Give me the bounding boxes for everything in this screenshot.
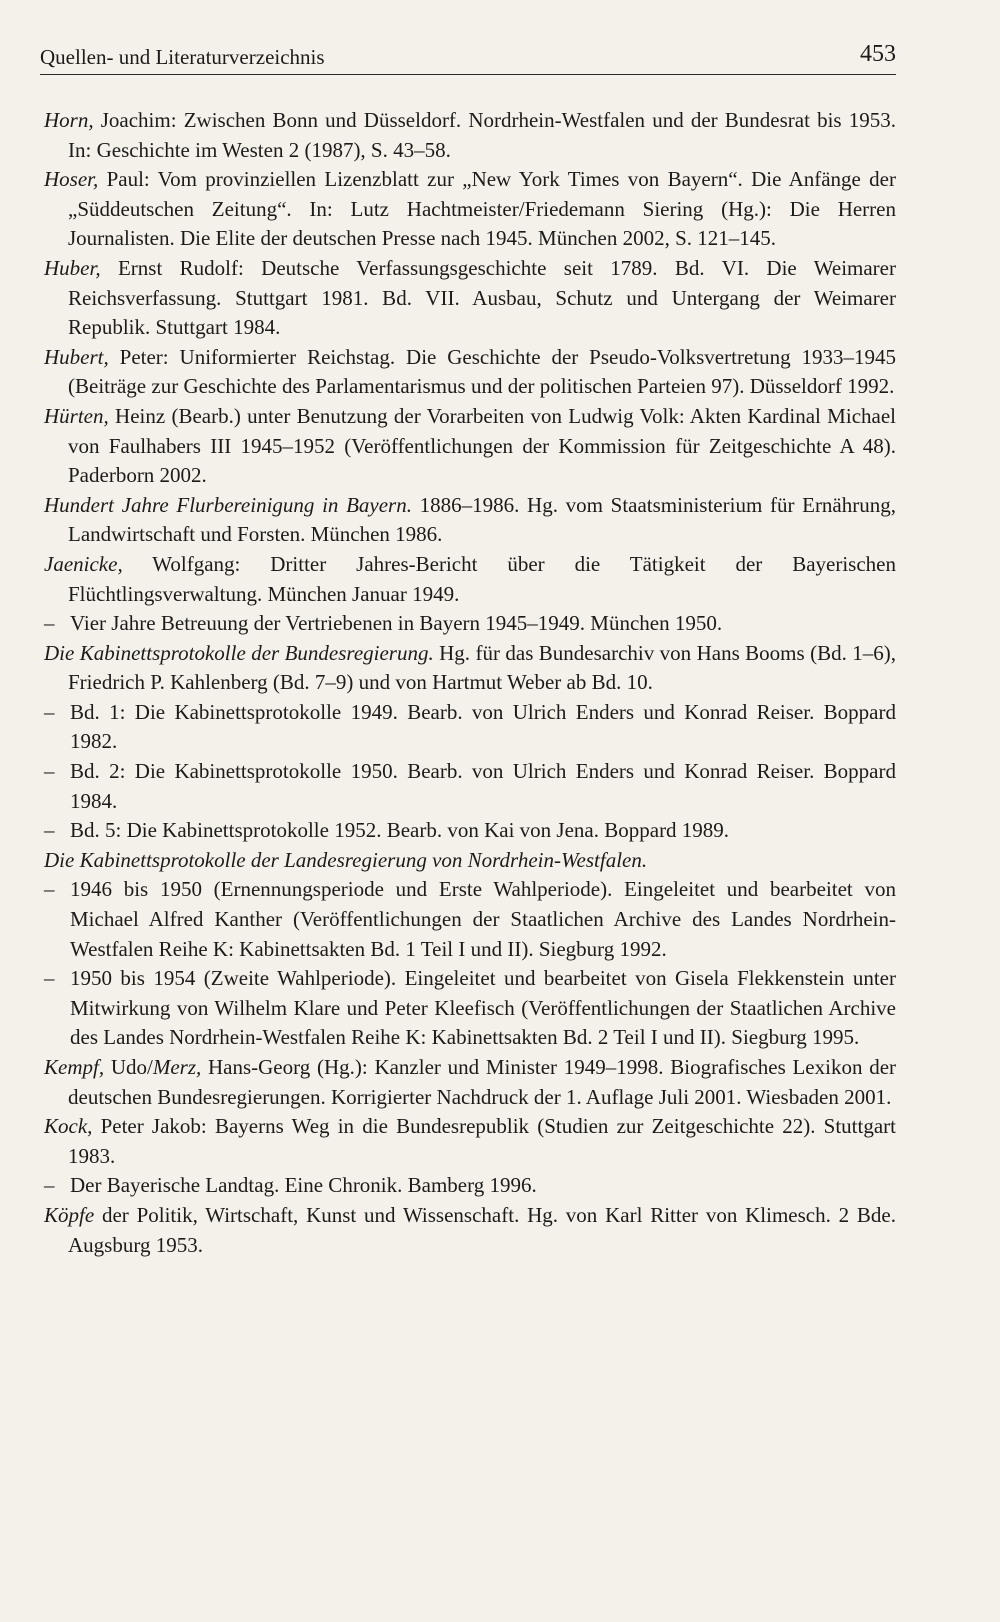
entry-text: 1886–1986. Hg. vom Staatsministerium für Ernährung, Landwirtschaft und Forsten. München 1986. <box>68 492 896 547</box>
bib-entry-huber <box>44 254 896 343</box>
bib-entry-hundert-jahre <box>44 491 896 550</box>
entry-text: Bd. 1: Die Kabinettsprotokolle 1949. Bearb. von Ulrich Enders und Konrad Reiser. Boppard 1982. <box>70 699 896 754</box>
bib-entry-kabinettsprotokolle-nrw <box>44 846 896 876</box>
entry-text: Ernst Rudolf: Deutsche Verfassungsgeschichte seit 1789. Bd. VI. Die Weimarer Reichsverfassung. Stuttgart 1981. Bd. VII. Ausbau, Schutz und Untergang der Weimarer Republik. Stuttgart 1984. <box>68 255 896 340</box>
author-name: Huber, <box>44 255 101 280</box>
author-name: Kempf, <box>44 1055 105 1079</box>
author-name: Merz, <box>152 1055 202 1079</box>
bib-entry-hubert <box>44 343 896 402</box>
bib-subentry <box>44 698 896 757</box>
bib-subentry <box>44 1171 896 1201</box>
page-header <box>40 42 896 75</box>
entry-text: Bd. 2: Die Kabinettsprotokolle 1950. Bearb. von Ulrich Enders und Konrad Reiser. Boppard 1984. <box>70 759 896 813</box>
bib-entry-jaenicke <box>44 550 896 609</box>
bib-entry-kock <box>44 1112 896 1171</box>
bib-subentry <box>44 964 896 1053</box>
bib-entry-hoser <box>44 165 896 254</box>
entry-text: 1946 bis 1950 (Ernennungsperiode und Erste Wahlperiode). Eingeleitet und bearbeitet von Michael Alfred Kanther (Veröffentlichungen der Staatlichen Archive des Landes Nordrhein-Westfalen Reihe K: Kabinettsakten Bd. 1 Teil I und II). Siegburg 1992. <box>70 877 896 961</box>
entry-text: Der Bayerische Landtag. Eine Chronik. Bamberg 1996. <box>70 1173 537 1198</box>
dash-marker: – <box>44 759 55 784</box>
author-name: Kock, <box>44 1114 93 1139</box>
work-title: Hundert Jahre Flurbereinigung in Bayern. <box>44 492 412 517</box>
bib-subentry <box>44 757 896 816</box>
entry-text: der Politik, Wirtschaft, Kunst und Wissenschaft. Hg. von Karl Ritter von Klimesch. 2 Bde. Augsburg 1953. <box>68 1202 896 1257</box>
author-name: Hürten, <box>44 403 109 428</box>
entry-text: Hans-Georg (Hg.): Kanzler und Minister 1949–1998. Biografisches Lexikon der deutschen Bundesregierungen. Korrigierter Nachdruck der 1. Auflage Juli 2001. Wiesbaden 2001. <box>68 1055 897 1109</box>
entry-text: Peter Jakob: Bayerns Weg in die Bundesrepublik (Studien zur Zeitgeschichte 22). Stuttgart 1983. <box>68 1114 896 1168</box>
entry-text: Bd. 5: Die Kabinettsprotokolle 1952. Bearb. von Kai von Jena. Boppard 1989. <box>70 818 730 843</box>
author-name: Köpfe <box>44 1202 95 1227</box>
entry-text: Vier Jahre Betreuung der Vertriebenen in Bayern 1945–1949. München 1950. <box>70 611 723 636</box>
work-title: Die Kabinettsprotokolle der Bundesregierung. <box>44 640 434 665</box>
bib-entry-horn <box>44 106 896 165</box>
entry-text: Joachim: Zwischen Bonn und Düsseldorf. Nordrhein-Westfalen und der Bundesrat bis 1953. In: Geschichte im Westen 2 (1987), S. 43–58. <box>68 108 896 162</box>
running-title: Quellen- und Literaturverzeichnis <box>40 45 325 69</box>
entry-text: Wolfgang: Dritter Jahres-Bericht über die Tätigkeit der Bayerischen Flüchtlingsverwaltung. München Januar 1949. <box>68 551 896 606</box>
entry-text: Heinz (Bearb.) unter Benutzung der Vorarbeiten von Ludwig Volk: Akten Kardinal Michael von Faulhabers III 1945–1952 (Veröffentlichungen der Kommission für Zeitgeschichte A 48). Paderborn 2002. <box>68 403 896 488</box>
bib-entry-kempf-merz <box>44 1053 896 1112</box>
dash-marker: – <box>44 611 55 636</box>
author-name: Horn, <box>44 108 94 132</box>
entry-text: Hg. für das Bundesarchiv von Hans Booms (Bd. 1–6), Friedrich P. Kahlenberg (Bd. 7–9) und von Hartmut Weber ab Bd. 10. <box>68 640 896 695</box>
entry-text: 1950 bis 1954 (Zweite Wahlperiode). Eingeleitet und bearbeitet von Gisela Flekkenstein unter Mitwirkung von Wilhelm Klare und Peter Kleefisch (Veröffentlichungen der Staatlichen Archive des Landes Nordrhein-Westfalen Reihe K: Kabinettsakten Bd. 2 Teil I und II). Siegburg 1995. <box>70 966 896 1050</box>
bib-subentry <box>44 816 896 846</box>
bibliography <box>44 106 896 1260</box>
dash-marker: – <box>44 699 55 724</box>
dash-marker: – <box>44 1173 55 1198</box>
bib-entry-koepfe <box>44 1201 896 1260</box>
author-name: Jaenicke, <box>44 551 123 576</box>
entry-text: Peter: Uniformierter Reichstag. Die Geschichte der Pseudo-Volksvertretung 1933–1945 (Beiträge zur Geschichte des Parlamentarismus und der politischen Parteien 97). Düsseldorf 1992. <box>68 344 896 399</box>
entry-text: Udo/ <box>104 1055 153 1079</box>
bib-subentry <box>44 875 896 964</box>
author-name: Hoser, <box>44 167 99 192</box>
work-title: Die Kabinettsprotokolle der Landesregierung von Nordrhein-Westfalen. <box>44 847 648 872</box>
author-name: Hubert, <box>44 344 109 369</box>
bib-subentry <box>44 609 896 639</box>
bib-entry-kabinettsprotokolle-bund <box>44 639 896 698</box>
bib-entry-huerten <box>44 402 896 491</box>
dash-marker: – <box>44 877 55 902</box>
dash-marker: – <box>44 818 55 843</box>
entry-text: Paul: Vom provinziellen Lizenzblatt zur „New York Times von Bayern“. Die Anfänge der „Süddeutschen Zeitung“. In: Lutz Hachtmeister/Friedemann Siering (Hg.): Die Herren Journalisten. Die Elite der deutschen Presse nach 1945. München 2002, S. 121–145. <box>68 167 896 251</box>
page-number: 453 <box>860 41 896 67</box>
dash-marker: – <box>44 966 55 991</box>
